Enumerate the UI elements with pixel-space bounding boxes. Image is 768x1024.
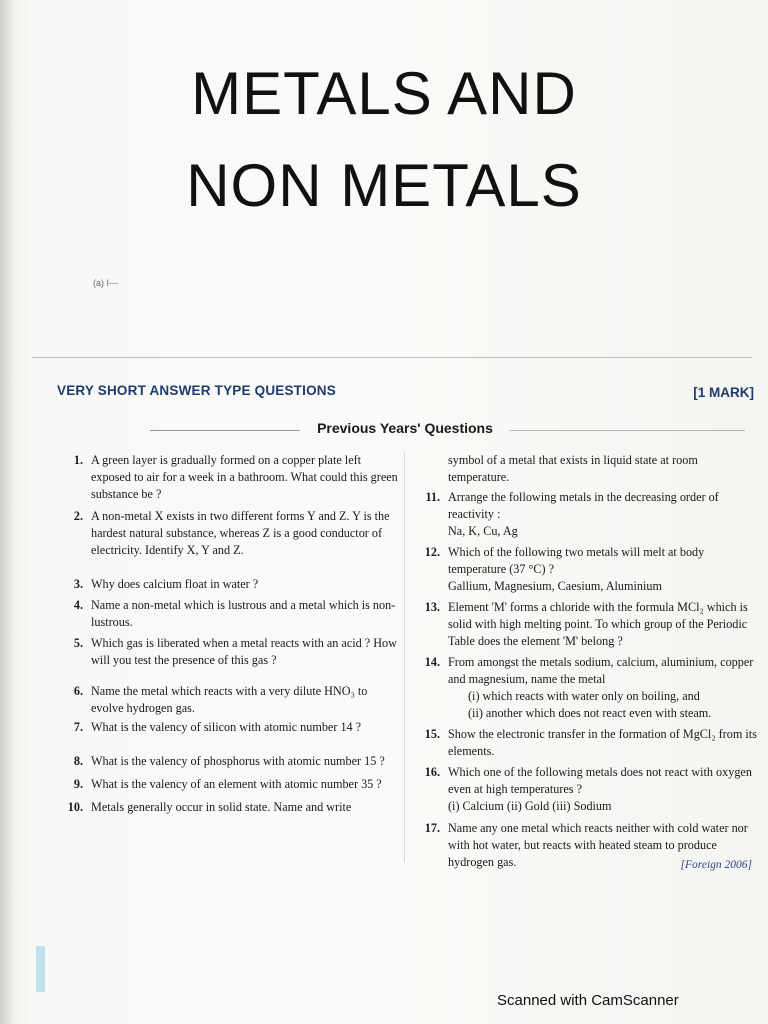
- question-3: [55, 576, 400, 593]
- question-number: 8.: [73, 754, 83, 768]
- citation: [Foreign 2006]: [680, 859, 752, 871]
- question-number: 3.: [73, 577, 83, 591]
- question-10: [55, 799, 400, 816]
- question-number: 2.: [73, 509, 83, 523]
- question-number: 5.: [73, 636, 83, 650]
- question-number: 10.: [67, 800, 83, 814]
- question-text: A green layer is gradually formed on a copper plate left exposed to air for a week in a bathroom. What could this green substance be ?: [91, 453, 398, 501]
- question-number: 6.: [73, 684, 83, 698]
- stray-text: (a) I---: [93, 278, 118, 288]
- question-number: 11.: [425, 490, 440, 504]
- question-14-option-1: (i) which reacts with water only on boiling, and: [468, 689, 700, 703]
- right-column: [412, 452, 760, 874]
- question-16: [412, 764, 760, 798]
- question-text: Which gas is liberated when a metal reacts with an acid ? How will you test the presence of this gas ?: [91, 636, 397, 667]
- question-2: [55, 508, 400, 559]
- question-1: [55, 452, 400, 503]
- question-number: 9.: [73, 777, 83, 791]
- question-text: Name a non-metal which is lustrous and a metal which is non-lustrous.: [91, 598, 396, 629]
- question-number: 14.: [424, 655, 440, 669]
- question-number: 1.: [73, 453, 83, 467]
- question-11-list: Na, K, Cu, Ag: [448, 524, 518, 538]
- question-5: [55, 635, 400, 669]
- question-4: [55, 597, 400, 631]
- question-text: Why does calcium float in water ?: [91, 577, 259, 591]
- question-text: Name the metal which reacts with a very dilute HNO₃ to evolve hydrogen gas.: [91, 684, 368, 715]
- question-14-option-2: (ii) another which does not react even with steam.: [468, 706, 712, 720]
- question-9: [55, 776, 400, 793]
- question-text: Arrange the following metals in the decreasing order of reactivity :: [448, 490, 719, 521]
- scanner-watermark: Scanned with CamScanner: [497, 992, 679, 1009]
- question-text: Element 'M' forms a chloride with the formula MCl₂ which is solid with high melting point. To which group of the Periodic Table does the element 'M' belong ?: [448, 600, 748, 648]
- question-12: [412, 544, 760, 578]
- question-7: [55, 719, 400, 736]
- question-text: Which of the following two metals will melt at body temperature (37 °C) ?: [448, 545, 705, 576]
- question-16-options: (i) Calcium (ii) Gold (iii) Sodium: [448, 799, 612, 813]
- chapter-title: [0, 48, 768, 232]
- section-heading: VERY SHORT ANSWER TYPE QUESTIONS: [57, 383, 336, 398]
- question-text: Metals generally occur in solid state. Name and write: [91, 800, 352, 814]
- question-text: A non-metal X exists in two different forms Y and Z. Y is the hardest natural substance, whereas Z is a good conductor of electricity. Identify X, Y and Z.: [91, 509, 390, 557]
- question-number: 17.: [424, 821, 440, 835]
- marks-label: [1 MARK]: [693, 385, 754, 400]
- question-10-continued: symbol of a metal that exists in liquid state at room temperature.: [448, 453, 698, 484]
- question-number: 12.: [424, 545, 440, 559]
- question-text: What is the valency of silicon with atomic number 14 ?: [91, 720, 362, 734]
- question-number: 7.: [73, 720, 83, 734]
- question-number: 4.: [73, 598, 83, 612]
- question-11: [412, 489, 760, 523]
- question-12-list: Gallium, Magnesium, Caesium, Aluminium: [448, 579, 662, 593]
- scan-artifact: [36, 946, 45, 992]
- column-separator: [404, 452, 405, 862]
- question-text: What is the valency of an element with atomic number 35 ?: [91, 777, 382, 791]
- question-text: Show the electronic transfer in the formation of MgCl₂ from its elements.: [448, 727, 757, 758]
- question-number: 16.: [424, 765, 440, 779]
- chapter-title-line-2: NON METALS: [186, 152, 582, 219]
- question-number: 13.: [424, 600, 440, 614]
- left-column: [55, 452, 400, 816]
- subheading: Previous Years' Questions: [317, 420, 493, 436]
- question-text: From amongst the metals sodium, calcium, aluminium, copper and magnesium, name the metal: [448, 655, 754, 686]
- question-text: Name any one metal which reacts neither with cold water nor with hot water, but reacts with heated steam to produce hydrogen gas.: [448, 821, 748, 869]
- question-15: [412, 726, 760, 760]
- question-text: What is the valency of phosphorus with atomic number 15 ?: [91, 754, 385, 768]
- question-14: [412, 654, 760, 688]
- question-number: 15.: [424, 727, 440, 741]
- question-text: Which one of the following metals does not react with oxygen even at high temperatures ?: [448, 765, 752, 796]
- question-13: [412, 599, 760, 650]
- section-divider: [32, 357, 752, 358]
- question-6: [55, 683, 400, 717]
- chapter-title-line-1: METALS AND: [191, 60, 577, 127]
- question-17: [412, 820, 760, 871]
- question-8: [55, 753, 400, 770]
